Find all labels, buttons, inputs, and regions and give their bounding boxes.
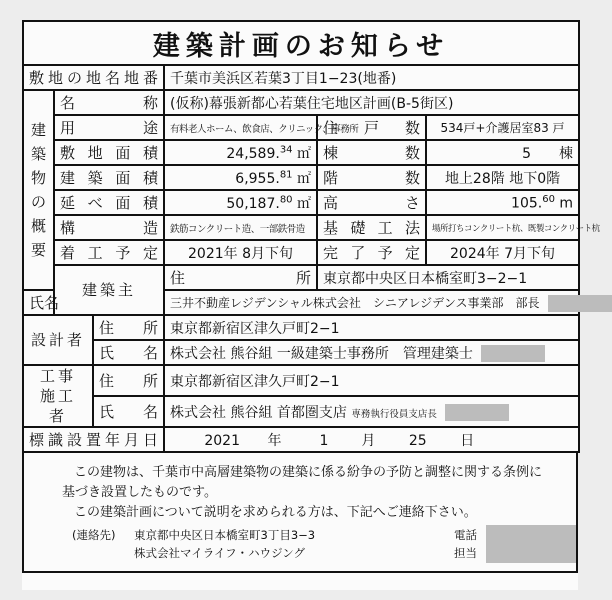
structure-label: 構造 [54,215,164,240]
units-label: 住戸数 [317,115,426,140]
height-label: 高さ [317,190,426,215]
contact-label: (連絡先) [72,528,116,542]
notice-line-3: この建築計画について説明を求められる方は、下記へご連絡下さい。 [74,505,477,520]
contractor-label: 工事施工者 [23,365,93,427]
building-area-dec: 81 [279,168,293,180]
contact-address: 東京都中央区日本橋室町3丁目3−3 [134,528,316,542]
floors-value: 地上28階 地下0階 [426,165,579,190]
building-plan-notice-sign [22,20,600,590]
floor-area-value [164,190,317,215]
posted-year: 2021 [204,432,240,449]
height-unit: m [559,195,574,212]
name-value: (仮称)幕張新都心若葉住宅地区計画(B-5街区) [164,90,579,115]
owner-name: 三井不動産レジデンシャル株式会社 シニアレジデンス事業部 部長 [170,295,540,310]
building-section-label: 建築物の概要 [23,90,54,290]
structure-value: 鉄筋コンクリート造、一部鉄骨造 [164,215,317,240]
building-area-value [164,165,317,190]
start-value: 2021年 8月下旬 [164,240,317,265]
redacted-contact [486,525,576,563]
designer-name-cell [164,340,579,365]
foundation-label: 基礎工法 [317,215,426,240]
contractor-name-label: 氏名 [93,396,164,427]
owner-address: 東京都中央区日本橋室町3−2−1 [317,265,579,290]
posted-month-unit: 月 [361,432,376,449]
designer-address: 東京都新宿区津久戸町2−1 [164,315,579,340]
notice-line-2: 基づき設置したものです。 [62,485,217,500]
site-area-unit: ㎡ [297,145,311,162]
use-value: 有料老人ホーム、飲食店、クリニック、事務所 [164,115,317,140]
person-label: 担当 [454,546,477,560]
designer-name: 株式会社 熊谷組 一級建築士事務所 管理建築士 [170,345,473,362]
notice-table [22,20,600,453]
floor-area-dec: 80 [279,193,293,205]
posted-day-unit: 日 [460,432,475,449]
posted-day: 25 [408,432,427,449]
designer-name-label: 氏名 [93,340,164,365]
redacted-name [445,404,509,421]
notice-box [22,453,578,573]
posted-date-label: 標識設置年月日 [23,427,164,452]
height-value [426,190,579,215]
site-value: 千葉市美浜区若葉3丁目1−23(地番) [164,65,579,90]
designer-address-label: 住所 [93,315,164,340]
floor-area-label: 延べ面積 [54,190,164,215]
notice-line-1: この建物は、千葉市中高層建築物の建築に係る紛争の予防と調整に関する条例に [74,465,543,480]
start-label: 着工予定 [54,240,164,265]
floor-area-int: 50,187. [226,195,280,212]
site-label: 敷地の地名地番 [23,65,164,90]
site-area-label: 敷地面積 [54,140,164,165]
sign-title: 建築計画のお知らせ [23,21,579,65]
height-int: 105. [511,195,543,212]
buildings-label: 棟数 [317,140,426,165]
site-area-int: 24,589. [226,145,280,162]
contact-company: 株式会社マイライフ・ハウジング [134,546,306,560]
owner-name-label: 氏名 [23,290,54,315]
posted-date [164,427,579,452]
phone-label: 電話 [454,528,477,542]
site-area-dec: 34 [279,143,293,155]
contractor-address-label: 住所 [93,365,164,396]
floor-area-unit: ㎡ [297,195,311,212]
completion-value: 2024年 7月下旬 [426,240,579,265]
units-value: 534戸+介護居室83 戸 [426,115,579,140]
contractor-title: 専務執行役員支店長 [351,408,437,420]
use-label: 用途 [54,115,164,140]
completion-label: 完了予定 [317,240,426,265]
posted-year-unit: 年 [267,432,282,449]
owner-label: 建築主 [54,265,164,315]
contractor-name-cell [164,396,579,427]
redacted-name [481,345,545,362]
contractor-name: 株式会社 熊谷組 首都圏支店 [170,404,347,421]
buildings-value: 5 棟 [426,140,579,165]
contractor-address: 東京都新宿区津久戸町2−1 [164,365,579,396]
height-dec: 60 [542,193,555,205]
name-label: 名称 [54,90,164,115]
floors-label: 階数 [317,165,426,190]
posted-month: 1 [319,432,329,449]
redacted-name [548,295,612,312]
building-area-unit: ㎡ [297,170,311,187]
foundation-value: 場所打ちコンクリート杭、既製コンクリート杭 [426,215,579,240]
site-area-value [164,140,317,165]
designer-label: 設計者 [23,315,93,365]
owner-name-cell [164,290,579,315]
building-area-int: 6,955. [235,170,280,187]
building-area-label: 建築面積 [54,165,164,190]
owner-address-label: 住所 [164,265,317,290]
